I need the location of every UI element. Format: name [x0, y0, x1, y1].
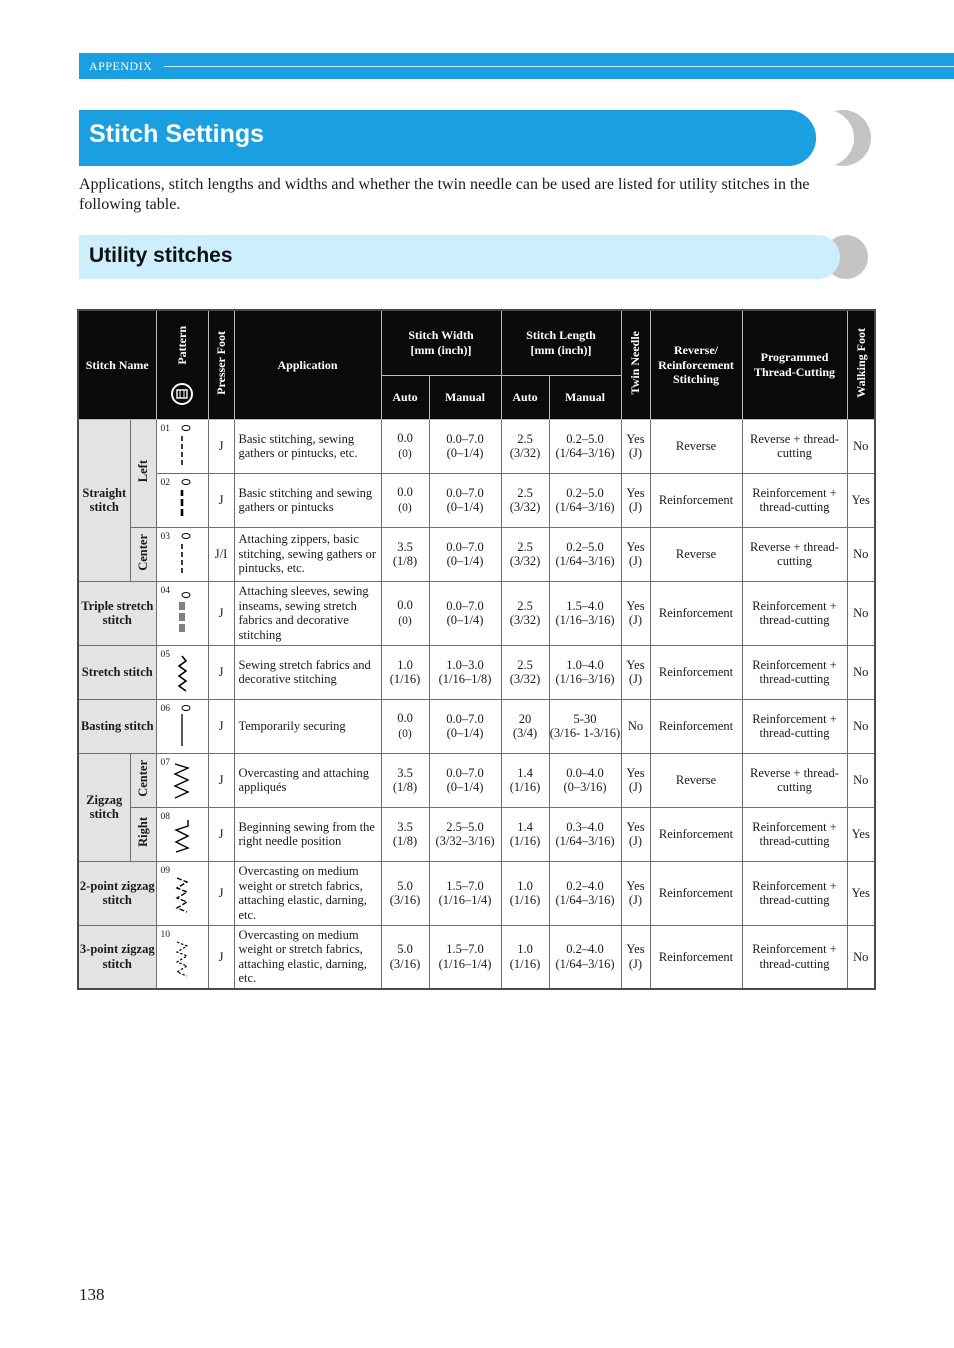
length-manual — [549, 581, 621, 645]
width-auto-mm: 0.0 — [397, 711, 413, 725]
length-manual-mm: 0.2–4.0 — [566, 942, 604, 957]
appendix-label: APPENDIX — [89, 58, 153, 73]
width-auto-inch: (1/16) — [389, 672, 421, 686]
length-auto-inch: (1/16) — [509, 893, 541, 907]
length-auto-mm: 2.5 — [517, 657, 533, 672]
group-3-point-zigzag-stitch: 3-point zigzag stitch — [78, 925, 156, 989]
twin-needle — [621, 419, 650, 473]
application-text: Temporarily securing — [234, 699, 381, 753]
table-row — [78, 925, 875, 989]
pattern-number: 06 — [160, 703, 170, 714]
length-auto-mm: 2.5 — [517, 431, 533, 446]
header-application: Application — [234, 310, 381, 419]
reverse-value: Reinforcement — [650, 473, 742, 527]
reverse-value: Reinforcement — [650, 581, 742, 645]
length-auto — [501, 419, 549, 473]
side-right — [130, 807, 156, 861]
group-stretch-stitch: Stretch stitch — [78, 645, 156, 699]
twin-needle-foot: (J) — [628, 613, 643, 627]
presser-foot-value: J — [208, 807, 234, 861]
pattern-cell — [156, 807, 208, 861]
width-manual-inch: (3/32–3/16) — [435, 834, 495, 848]
pattern-cell — [156, 699, 208, 753]
programmed-value: Reinforcement + thread-cutting — [742, 699, 847, 753]
side-center — [130, 527, 156, 581]
pattern-cell — [156, 581, 208, 645]
length-auto-inch: (3/32) — [509, 672, 541, 686]
header-stitch-length-unit: [mm (inch)] — [530, 342, 592, 357]
pattern-number: 03 — [160, 531, 170, 542]
header-stitch-width — [381, 310, 501, 375]
twin-needle — [621, 473, 650, 527]
header-rule — [164, 66, 954, 67]
twin-needle — [621, 861, 650, 925]
walking-foot-value: Yes — [847, 807, 875, 861]
twin-needle-foot: (J) — [628, 446, 643, 460]
width-auto-mm: 0.0 — [397, 598, 413, 612]
twin-needle-foot: (J) — [628, 780, 643, 794]
application-text: Attaching sleeves, sewing inseams, sewing stretch fabrics and decorative stitching — [234, 581, 381, 645]
header-programmed: Programmed Thread-Cutting — [742, 310, 847, 419]
pattern-number: 01 — [160, 423, 170, 434]
twin-needle-value: Yes — [626, 539, 645, 554]
twin-needle — [621, 925, 650, 989]
reverse-value: Reverse — [650, 753, 742, 807]
length-auto-mm: 2.5 — [517, 598, 533, 613]
stretch-stitch-icon — [167, 648, 197, 698]
width-manual-inch: (0–1/4) — [446, 554, 484, 568]
length-auto — [501, 807, 549, 861]
width-manual — [429, 699, 501, 753]
length-manual-mm: 0.2–5.0 — [566, 431, 604, 446]
table-row — [78, 473, 875, 527]
width-auto-mm: 1.0 — [397, 657, 413, 672]
3-point-zigzag-stitch-icon — [167, 930, 197, 986]
presser-foot-value: J — [208, 473, 234, 527]
programmed-value: Reinforcement + thread-cutting — [742, 473, 847, 527]
length-auto-inch: (1/16) — [509, 780, 541, 794]
width-manual-mm: 1.5–7.0 — [446, 942, 484, 957]
group-triple-stretch-stitch: Triple stretch stitch — [78, 581, 156, 645]
section-subtitle: Utility stitches — [89, 244, 233, 267]
length-auto — [501, 473, 549, 527]
length-auto — [501, 699, 549, 753]
pattern-number: 04 — [160, 585, 170, 596]
length-auto — [501, 861, 549, 925]
width-auto — [381, 419, 429, 473]
width-auto — [381, 527, 429, 581]
length-auto-inch: (3/32) — [509, 554, 541, 568]
length-auto-inch: (1/16) — [509, 956, 541, 971]
length-auto — [501, 925, 549, 989]
length-manual-mm: 0.2–5.0 — [566, 539, 604, 554]
length-auto — [501, 645, 549, 699]
header-reverse: Reverse/ Reinforcement Stitching — [650, 310, 742, 419]
width-auto — [381, 753, 429, 807]
table-row — [78, 645, 875, 699]
length-manual-mm: 0.2–5.0 — [566, 485, 604, 500]
width-manual — [429, 581, 501, 645]
table-row — [78, 419, 875, 473]
length-manual-inch: (1/64–3/16) — [555, 834, 615, 848]
length-auto-inch: (3/32) — [509, 613, 541, 627]
length-manual — [549, 925, 621, 989]
twin-needle-value: Yes — [626, 431, 645, 446]
header-length-manual: Manual — [549, 375, 621, 419]
length-manual-inch: (1/16–3/16) — [555, 613, 615, 627]
reverse-value: Reverse — [650, 419, 742, 473]
reverse-value: Reverse — [650, 527, 742, 581]
pattern-cell — [156, 527, 208, 581]
programmed-value: Reinforcement + thread-cutting — [742, 807, 847, 861]
length-auto-mm: 2.5 — [517, 539, 533, 554]
length-auto-inch: (3/32) — [509, 446, 541, 460]
twin-needle-value: Yes — [626, 657, 645, 672]
length-manual — [549, 807, 621, 861]
width-manual — [429, 753, 501, 807]
header-length-auto: Auto — [501, 375, 549, 419]
width-auto — [381, 699, 429, 753]
length-auto-mm: 20 — [518, 711, 532, 726]
walking-foot-value: No — [847, 419, 875, 473]
pattern-cell — [156, 645, 208, 699]
width-manual — [429, 473, 501, 527]
presser-foot-value: J/I — [208, 527, 234, 581]
twin-needle-foot: (J) — [628, 554, 643, 568]
group-basting-stitch: Basting stitch — [78, 699, 156, 753]
header-walking-foot-label: Walking Foot — [853, 328, 868, 398]
reverse-value: Reinforcement — [650, 807, 742, 861]
walking-foot-value: No — [847, 699, 875, 753]
width-manual-mm: 0.0–7.0 — [446, 598, 484, 613]
application-text: Basic stitching, sewing gathers or pintucks, etc. — [234, 419, 381, 473]
pattern-cell — [156, 861, 208, 925]
twin-needle-foot: (J) — [628, 672, 643, 686]
length-auto — [501, 753, 549, 807]
length-manual — [549, 699, 621, 753]
page-title: Stitch Settings — [89, 120, 265, 148]
width-manual-mm: 0.0–7.0 — [446, 765, 484, 780]
twin-needle — [621, 581, 650, 645]
walking-foot-value: No — [847, 753, 875, 807]
width-manual-inch: (1/16–1/8) — [438, 672, 492, 686]
width-manual-inch: (0–1/4) — [446, 726, 484, 740]
table-row — [78, 861, 875, 925]
table-row — [78, 581, 875, 645]
twin-needle-value: Yes — [626, 819, 645, 834]
twin-needle-value: Yes — [626, 485, 645, 500]
width-manual — [429, 807, 501, 861]
width-manual-inch: (0–1/4) — [446, 500, 484, 514]
header-width-auto: Auto — [381, 375, 429, 419]
header-stitch-width-unit: [mm (inch)] — [410, 342, 472, 357]
length-auto-mm: 1.0 — [517, 942, 533, 957]
length-manual-mm: 0.3–4.0 — [566, 819, 604, 834]
width-auto-mm: 3.5 — [397, 765, 413, 780]
side-left — [130, 419, 156, 527]
reverse-value: Reinforcement — [650, 925, 742, 989]
programmed-value: Reinforcement + thread-cutting — [742, 861, 847, 925]
width-auto — [381, 473, 429, 527]
width-manual-mm: 1.0–3.0 — [446, 657, 484, 672]
presser-foot-value: J — [208, 753, 234, 807]
table-row — [78, 807, 875, 861]
header-presser-foot — [208, 310, 234, 419]
width-manual-mm: 0.0–7.0 — [446, 711, 484, 726]
width-auto — [381, 807, 429, 861]
presser-foot-value: J — [208, 699, 234, 753]
width-auto-mm: 3.5 — [397, 539, 413, 554]
length-auto — [501, 581, 549, 645]
programmed-value: Reinforcement + thread-cutting — [742, 645, 847, 699]
width-manual — [429, 419, 501, 473]
pattern-number: 05 — [160, 649, 170, 660]
width-auto-inch: (0) — [398, 727, 412, 740]
length-manual-inch: (1/64–3/16) — [555, 956, 615, 971]
width-manual-inch: (0–1/4) — [446, 780, 484, 794]
header-stitch-length-label: Stitch Length — [526, 328, 596, 343]
width-manual-inch: (0–1/4) — [446, 613, 484, 627]
width-manual — [429, 925, 501, 989]
width-auto — [381, 581, 429, 645]
width-auto — [381, 925, 429, 989]
programmed-value: Reverse + thread-cutting — [742, 527, 847, 581]
subtitle-banner — [79, 235, 819, 279]
straight-left-bold-stitch-icon — [167, 476, 197, 526]
basting-stitch-icon — [167, 702, 197, 752]
width-manual-inch: (1/16–1/4) — [438, 956, 492, 971]
pattern-cell — [156, 753, 208, 807]
twin-needle-value: Yes — [626, 878, 645, 893]
header-pattern-label: Pattern — [174, 325, 189, 365]
twin-needle-value: No — [627, 718, 644, 733]
width-auto-inch: (3/16) — [389, 893, 421, 907]
straight-left-stitch-icon — [167, 422, 197, 472]
length-auto-mm: 1.4 — [517, 819, 533, 834]
programmed-value: Reinforcement + thread-cutting — [742, 581, 847, 645]
presser-foot-value: J — [208, 861, 234, 925]
twin-needle — [621, 699, 650, 753]
length-manual-inch: (1/64–3/16) — [555, 500, 615, 514]
side-left-label: Left — [135, 460, 150, 483]
walking-foot-value: No — [847, 925, 875, 989]
length-manual-inch: (3/16- 1-3/16) — [549, 726, 621, 740]
side-center-label: Center — [135, 759, 150, 797]
page-number: 138 — [79, 1285, 105, 1304]
pattern-number: 09 — [160, 865, 170, 876]
twin-needle — [621, 807, 650, 861]
length-manual-mm: 1.0–4.0 — [566, 657, 604, 672]
width-auto-inch: (1/8) — [392, 780, 418, 794]
width-auto-mm: 3.5 — [397, 819, 413, 834]
header-stitch-name: Stitch Name — [78, 310, 156, 419]
walking-foot-value: No — [847, 645, 875, 699]
twin-needle — [621, 753, 650, 807]
2-point-zigzag-stitch-icon — [167, 866, 197, 922]
group-2-point-zigzag-stitch: 2-point zigzag stitch — [78, 861, 156, 925]
zigzag-center-stitch-icon — [167, 756, 197, 806]
twin-needle-foot: (J) — [628, 956, 643, 971]
width-manual — [429, 861, 501, 925]
length-manual — [549, 861, 621, 925]
width-manual — [429, 527, 501, 581]
length-auto-mm: 1.0 — [517, 878, 533, 893]
pattern-cell — [156, 925, 208, 989]
appendix-header-bar — [79, 53, 954, 79]
pattern-number: 02 — [160, 477, 170, 488]
side-center — [130, 753, 156, 807]
table-row — [78, 753, 875, 807]
width-auto-inch: (0) — [398, 614, 412, 627]
width-auto-mm: 5.0 — [397, 878, 413, 893]
length-manual-mm: 5-30 — [573, 711, 597, 726]
width-auto-mm: 5.0 — [397, 942, 413, 957]
application-text: Overcasting and attaching appliqués — [234, 753, 381, 807]
programmed-value: Reverse + thread-cutting — [742, 419, 847, 473]
length-manual-inch: (1/64–3/16) — [555, 446, 615, 460]
title-banner — [79, 110, 816, 166]
length-auto-inch: (3/32) — [509, 500, 541, 514]
twin-needle-value: Yes — [626, 942, 645, 957]
length-auto-mm: 2.5 — [517, 485, 533, 500]
pattern-cell — [156, 473, 208, 527]
application-text: Overcasting on medium weight or stretch fabrics, attaching elastic, darning, etc. — [234, 925, 381, 989]
presser-foot-value: J — [208, 419, 234, 473]
zigzag-right-stitch-icon — [167, 810, 197, 860]
header-twin-needle-label: Twin Needle — [628, 331, 643, 395]
application-text: Beginning sewing from the right needle position — [234, 807, 381, 861]
width-manual-inch: (0–1/4) — [446, 446, 484, 460]
width-manual-mm: 0.0–7.0 — [446, 485, 484, 500]
intro-paragraph: Applications, stitch lengths and widths and whether the twin needle can be used are listed for utility stitches in the following table. — [79, 176, 810, 213]
utility-stitch-table — [77, 309, 876, 990]
length-manual — [549, 753, 621, 807]
walking-foot-value: No — [847, 581, 875, 645]
header-twin-needle — [621, 310, 650, 419]
group-zigzag-stitch: Zigzag stitch — [78, 753, 130, 861]
width-auto — [381, 645, 429, 699]
application-text: Sewing stretch fabrics and decorative stitching — [234, 645, 381, 699]
length-manual-mm: 0.2–4.0 — [566, 878, 604, 893]
width-manual-mm: 1.5–7.0 — [446, 878, 484, 893]
length-manual — [549, 527, 621, 581]
twin-needle — [621, 527, 650, 581]
twin-needle-foot: (J) — [628, 500, 643, 514]
header-pattern — [156, 310, 208, 419]
header-stitch-width-label: Stitch Width — [408, 328, 474, 343]
header-walking-foot — [847, 310, 875, 419]
width-auto — [381, 861, 429, 925]
width-manual-mm: 0.0–7.0 — [446, 539, 484, 554]
length-manual — [549, 473, 621, 527]
application-text: Basic stitching and sewing gathers or pintucks — [234, 473, 381, 527]
length-manual — [549, 645, 621, 699]
length-manual-inch: (1/16–3/16) — [555, 672, 615, 686]
programmed-value: Reverse + thread-cutting — [742, 753, 847, 807]
width-manual-mm: 2.5–5.0 — [446, 819, 484, 834]
walking-foot-value: Yes — [847, 861, 875, 925]
width-auto-inch: (3/16) — [389, 956, 421, 971]
length-auto-inch: (1/16) — [509, 834, 541, 848]
table-row — [78, 699, 875, 753]
width-auto-inch: (1/8) — [392, 554, 418, 568]
reverse-value: Reinforcement — [650, 861, 742, 925]
programmed-value: Reinforcement + thread-cutting — [742, 925, 847, 989]
header-stitch-length — [501, 310, 621, 375]
twin-needle-foot: (J) — [628, 893, 643, 907]
width-auto-mm: 0.0 — [397, 485, 413, 499]
width-manual-inch: (1/16–1/4) — [438, 893, 492, 907]
twin-needle-value: Yes — [626, 598, 645, 613]
twin-needle — [621, 645, 650, 699]
walking-foot-value: Yes — [847, 473, 875, 527]
group-straight-stitch: Straight stitch — [78, 419, 130, 581]
presser-foot-value: J — [208, 925, 234, 989]
length-auto — [501, 527, 549, 581]
pattern-cell — [156, 419, 208, 473]
width-auto-inch: (0) — [398, 501, 412, 514]
application-text: Attaching zippers, basic stitching, sewing gathers or pintucks, etc. — [234, 527, 381, 581]
width-manual-mm: 0.0–7.0 — [446, 431, 484, 446]
straight-center-stitch-icon — [167, 530, 197, 580]
length-manual-mm: 1.5–4.0 — [566, 598, 604, 613]
pattern-number: 08 — [160, 811, 170, 822]
width-manual — [429, 645, 501, 699]
length-auto-mm: 1.4 — [517, 765, 533, 780]
pattern-header-icon — [157, 382, 208, 410]
side-right-label: Right — [135, 817, 150, 848]
side-center-label: Center — [135, 533, 150, 571]
length-manual-inch: (0–3/16) — [563, 780, 607, 794]
header-width-manual: Manual — [429, 375, 501, 419]
walking-foot-value: No — [847, 527, 875, 581]
header-presser-foot-label: Presser Foot — [213, 331, 228, 395]
length-manual-mm: 0.0–4.0 — [566, 765, 604, 780]
pattern-number: 10 — [160, 929, 170, 940]
reverse-value: Reinforcement — [650, 645, 742, 699]
reverse-value: Reinforcement — [650, 699, 742, 753]
width-auto-inch: (1/8) — [392, 834, 418, 848]
triple-stretch-stitch-icon — [167, 586, 197, 642]
length-manual — [549, 419, 621, 473]
length-manual-inch: (1/64–3/16) — [555, 893, 615, 907]
pattern-number: 07 — [160, 757, 170, 768]
length-auto-inch: (3/4) — [512, 726, 538, 740]
table-row — [78, 527, 875, 581]
length-manual-inch: (1/64–3/16) — [555, 554, 615, 568]
twin-needle-foot: (J) — [628, 834, 643, 848]
presser-foot-value: J — [208, 645, 234, 699]
width-auto-mm: 0.0 — [397, 431, 413, 445]
presser-foot-value: J — [208, 581, 234, 645]
width-auto-inch: (0) — [398, 447, 412, 460]
twin-needle-value: Yes — [626, 765, 645, 780]
application-text: Overcasting on medium weight or stretch fabrics, attaching elastic, darning, etc. — [234, 861, 381, 925]
